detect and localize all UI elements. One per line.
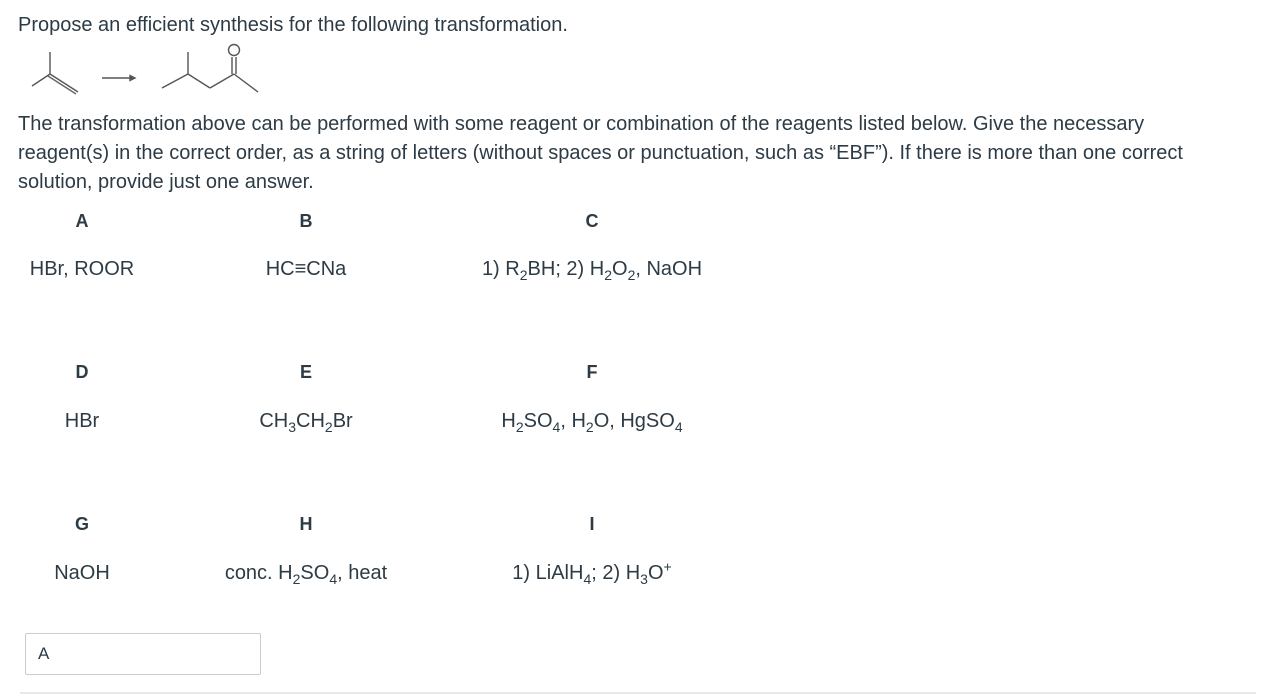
reagent-text-a: HBr, ROOR xyxy=(29,258,135,280)
reagent-letter-g: G xyxy=(74,514,89,534)
answer-input[interactable] xyxy=(25,633,261,675)
instructions-line-3: solution, provide just one answer. xyxy=(18,171,314,193)
bottom-divider xyxy=(20,692,1256,694)
reagent-text-d: HBr xyxy=(64,410,100,432)
product-structure xyxy=(162,45,258,93)
reagent-text-c: 1) $R_2BH$; 2) $H_2O_2$, NaOH xyxy=(481,258,703,283)
reaction-arrow xyxy=(102,76,135,81)
instructions-line-2: reagent(s) in the correct order, as a string of letters (without spaces or punctuation, such as “EBF”). If there is more than one correct xyxy=(18,142,1183,164)
reagent-letter-f: F xyxy=(586,362,598,382)
reagent-text-e: $CH_3CH_2Br$ xyxy=(259,410,353,435)
question-intro: Propose an efficient synthesis for the following transformation. xyxy=(18,14,568,36)
reagent-letter-e: E xyxy=(299,362,312,382)
reagent-letter-d: D xyxy=(75,362,89,382)
instructions-line-1: The transformation above can be performed with some reagent or combination of the reagents listed below. Give the necessary xyxy=(18,113,1145,135)
reaction-scheme xyxy=(30,40,270,100)
reagent-text-f: $H_2SO_4$, $H_2O$, HgSO$_4$ xyxy=(501,410,683,435)
reagent-letter-i: I xyxy=(589,514,595,534)
reagent-text-h: conc. $H_2SO_4$, heat xyxy=(224,562,388,587)
reagent-text-b: HC≡CNa xyxy=(265,258,347,280)
starting-material-structure xyxy=(32,52,78,94)
reagent-text-g: NaOH xyxy=(54,562,110,584)
reagent-letter-c: C xyxy=(585,211,599,231)
reagent-letter-b: B xyxy=(299,211,313,231)
reagent-letter-h: H xyxy=(299,514,313,534)
reagent-letter-a: A xyxy=(75,211,89,231)
reagent-text-i: 1) LiAlH$_4$; 2) $H_3O^+$ xyxy=(512,558,672,587)
